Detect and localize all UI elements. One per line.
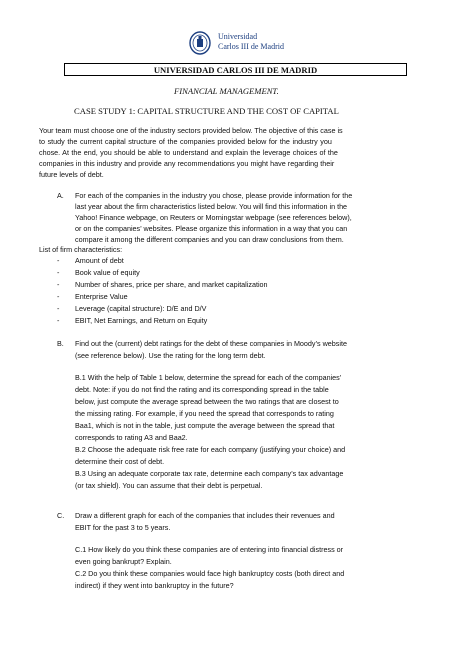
section-b-sub-line: B.2 Choose the adequate risk free rate for each company (justifying your choice) and	[75, 445, 346, 454]
list-bullet: -	[57, 256, 60, 265]
list-bullet: -	[57, 292, 60, 301]
section-a-line: For each of the companies in the industry you chose, please provide information for the	[75, 191, 353, 200]
section-c-marker: C.	[57, 511, 65, 520]
list-item: Leverage (capital structure): D/E and D/V	[75, 304, 207, 313]
intro-line: future levels of debt.	[39, 170, 104, 179]
section-b-sub-line: B.3 Using an adequate corporate tax rate, determine each company’s tax advantage	[75, 469, 344, 478]
section-c-line: Draw a different graph for each of the companies that includes their revenues and	[75, 511, 335, 520]
university-title: UNIVERSIDAD CARLOS III DE MADRID	[153, 65, 318, 75]
course-title: FINANCIAL MANAGEMENT.	[174, 86, 279, 96]
list-bullet: -	[57, 304, 60, 313]
list-item: Number of shares, price per share, and market capitalization	[75, 280, 268, 289]
section-b-sub-line: debt. Note: if you do not find the rating and its corresponding spread in the table	[75, 385, 329, 394]
section-b-sub-line: B.1 With the help of Table 1 below, determine the spread for each of the companies’	[75, 373, 342, 382]
section-a-line: Yahoo! Finance webpage, on Reuters or Morningstar webpage (see references below),	[75, 213, 352, 222]
list-heading: List of firm characteristics:	[39, 245, 123, 254]
section-b-sub-line: below, just compute the average spread between the two ratings that are closest to	[75, 397, 339, 406]
intro-line: chose. At the end, you should be able to understand and explain the leverage choices of the	[39, 148, 338, 157]
intro-line: companies in this industry and provide any recommendations you might have regarding their	[39, 159, 335, 168]
section-a-line: last year about the firm characteristics listed below. You will find this information in the	[75, 202, 348, 211]
logo-line-2: Carlos III de Madrid	[218, 42, 284, 51]
list-bullet: -	[57, 280, 60, 289]
logo-line-1: Universidad	[218, 32, 258, 41]
section-a-marker: A.	[57, 191, 64, 200]
section-b-sub-line: determine their cost of debt.	[75, 457, 165, 466]
section-b-sub-line: the missing rating. For example, if you need the spread that corresponds to rating	[75, 409, 334, 418]
section-b-marker: B.	[57, 339, 64, 348]
header-box	[64, 63, 407, 76]
section-c-sub-line: even going bankrupt? Explain.	[75, 557, 172, 566]
list-item: EBIT, Net Earnings, and Return on Equity	[75, 316, 208, 325]
intro-line: to study the current capital structure of the companies provided below for the industry you	[39, 137, 332, 146]
section-a-line: compare it among the different companies and you can draw conclusions from them.	[75, 235, 344, 244]
logo-text	[218, 32, 284, 51]
section-c-sub-line: C.1 How likely do you think these companies are of entering into financial distress or	[75, 545, 344, 554]
section-b-sub-line: (or tax shield). You can assume that their debt is perpetual.	[75, 481, 263, 490]
section-b-line: Find out the (current) debt ratings for the debt of these companies in Moody’s website	[75, 339, 347, 348]
section-a-line: or on the companies’ websites. Please organize this information in a way that you can	[75, 224, 348, 233]
list-item: Book value of equity	[75, 268, 140, 277]
list-bullet: -	[57, 316, 60, 325]
university-seal-icon	[189, 31, 211, 55]
intro-line: Your team must choose one of the industry sectors provided below. The objective of this case is	[39, 126, 343, 135]
list-bullet: -	[57, 268, 60, 277]
section-b-line: (see reference below). Use the rating for the long term debt.	[75, 351, 266, 360]
section-c-line: EBIT for the past 3 to 5 years.	[75, 523, 171, 532]
section-b-sub-line: Baa1, which is not in the table, just compute the average between the spread that	[75, 421, 335, 430]
list-item: Amount of debt	[75, 256, 124, 265]
case-study-title: CASE STUDY 1: CAPITAL STRUCTURE AND THE COST OF CAPITAL	[74, 106, 339, 116]
section-b-sub-line: corresponds to rating A3 and Baa2.	[75, 433, 188, 442]
list-item: Enterprise Value	[75, 292, 128, 301]
section-c-sub-line: C.2 Do you think these companies would face high bankruptcy costs (both direct and	[75, 569, 345, 578]
section-c-sub-line: indirect) if they went into bankruptcy in the future?	[75, 581, 234, 590]
